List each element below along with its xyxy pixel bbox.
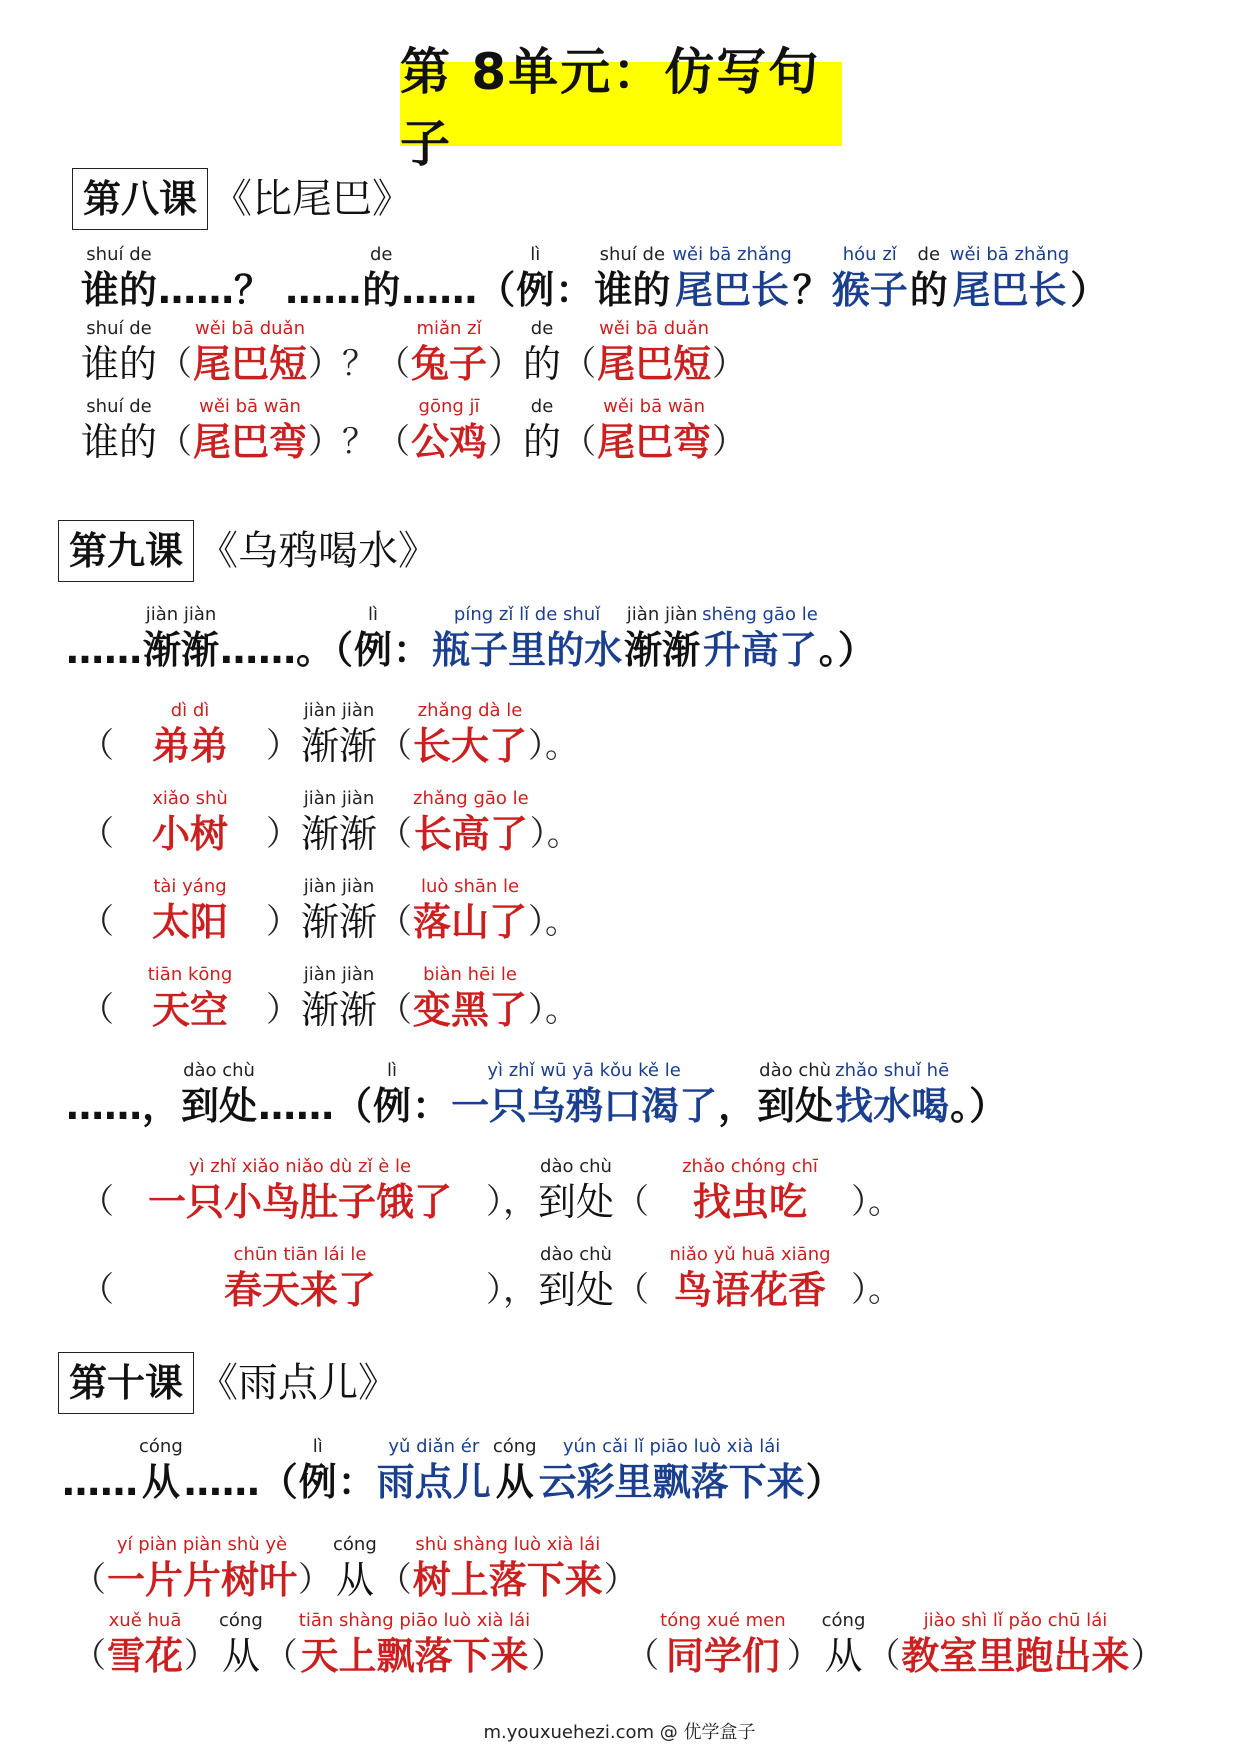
pinyin: wěi bā wān [199, 396, 301, 417]
pinyin-unit [301, 788, 377, 858]
bracket: （ [377, 1560, 412, 1600]
pinyin-unit [219, 1610, 263, 1680]
pinyin: luò shān le [420, 876, 520, 897]
hanzi: 升高了 [702, 628, 817, 672]
hanzi: 教室里跑出来 [901, 1634, 1130, 1678]
pinyin-unit [672, 244, 791, 314]
hanzi: 同学们 [665, 1634, 780, 1678]
bracket: （ [562, 422, 597, 462]
pinyin-unit [413, 1534, 603, 1604]
pinyin: jiàn jiàn [303, 700, 375, 721]
pinyin-unit [594, 244, 670, 314]
pinyin-unit [413, 876, 527, 946]
bracket: （ [562, 344, 597, 384]
pinyin-unit [81, 318, 157, 388]
pinyin: de [917, 244, 941, 265]
hanzi: 从 [824, 1634, 863, 1678]
pinyin: miǎn zǐ [416, 318, 482, 339]
bracket: （ [615, 1270, 650, 1310]
bracket: ） [712, 422, 747, 462]
pinyin: cóng [139, 1436, 183, 1457]
lesson-9-pattern-line [66, 604, 876, 674]
hanzi: 例 [354, 628, 393, 672]
bracket: ） [266, 814, 300, 854]
hanzi: 到处 [538, 1180, 615, 1224]
pinyin: shēng gāo le [702, 604, 818, 625]
pinyin: hóu zǐ [842, 244, 897, 265]
pinyin-unit [413, 964, 527, 1034]
sentence-text: …… [66, 628, 142, 672]
hanzi: 落山了 [413, 900, 528, 944]
hanzi: 渐渐 [301, 812, 378, 856]
pinyin-unit [362, 244, 400, 314]
pinyin: yún cǎi lǐ piāo luò xià lái [562, 1436, 781, 1457]
pinyin-unit [354, 604, 392, 674]
hanzi: 尾巴短 [193, 342, 308, 386]
pinyin-unit [299, 1436, 337, 1506]
lesson-9-answer-line [80, 1156, 902, 1226]
hanzi: 长大了 [413, 724, 528, 768]
hanzi: 一只小鸟肚子饿了 [147, 1180, 452, 1224]
hanzi: 春天来了 [223, 1268, 376, 1312]
pinyin: niǎo yǔ huā xiāng [669, 1244, 831, 1265]
sentence-text: ， [718, 1084, 757, 1128]
pinyin: tiān kōng [147, 964, 233, 985]
pinyin-unit [835, 1060, 949, 1130]
hanzi: 尾巴长 [952, 268, 1067, 312]
pinyin-unit [193, 318, 307, 388]
pinyin-unit [301, 700, 377, 770]
hanzi: 太阳 [151, 900, 228, 944]
hanzi: 云彩里飘落下来 [538, 1460, 805, 1504]
bracket: ） [184, 1636, 219, 1676]
lesson-10-pattern-line [62, 1436, 844, 1506]
sentence-text: ： [412, 1084, 451, 1128]
hanzi: 天上飘落下来 [300, 1634, 529, 1678]
hanzi: 到处 [181, 1084, 258, 1128]
hanzi: 到处 [757, 1084, 834, 1128]
sentence-text: ……？ …… [158, 268, 362, 312]
bracket: ） [712, 344, 747, 384]
pinyin-unit [377, 1436, 491, 1506]
pinyin: jiàn jiàn [626, 604, 698, 625]
pinyin: de [530, 318, 554, 339]
bracket: （ [80, 902, 114, 942]
sentence-text: 。） [950, 1084, 1008, 1128]
page-title: 第 8单元：仿写句子 [400, 62, 842, 146]
pinyin-unit [539, 1436, 805, 1506]
pinyin-unit [181, 1060, 257, 1130]
bracket: ） [298, 1560, 333, 1600]
pinyin-unit [81, 396, 157, 466]
hanzi: 鸟语花香 [674, 1268, 827, 1312]
sentence-text: ……（ [183, 1460, 298, 1504]
bracket: ）， [486, 1270, 537, 1310]
bracket: ） [1130, 1636, 1165, 1676]
hanzi: 谁的 [81, 420, 158, 464]
pinyin-unit [301, 964, 377, 1034]
pinyin-unit [660, 1610, 786, 1680]
pinyin: wěi bā wān [603, 396, 705, 417]
lesson-8-answer-line [80, 396, 746, 466]
pinyin: lì [368, 604, 379, 625]
pinyin-unit [597, 318, 711, 388]
bracket: （ [625, 1636, 660, 1676]
pinyin-unit [523, 318, 561, 388]
pinyin-unit [193, 396, 307, 466]
pinyin: zhǎo chóng chī [682, 1156, 818, 1177]
lesson-9-answer-line [80, 1244, 902, 1314]
hanzi: 从 [495, 1460, 534, 1504]
hanzi: 到处 [538, 1268, 615, 1312]
pinyin-unit [822, 1610, 866, 1680]
bracket: （ [866, 1636, 901, 1676]
bracket: ）。 [529, 814, 581, 854]
pinyin-unit [650, 1156, 850, 1226]
bracket: （ [80, 990, 114, 1030]
pinyin-unit [538, 1244, 614, 1314]
hanzi: 的 [362, 268, 401, 312]
bracket: ） [266, 990, 300, 1030]
pinyin: gōng jī [418, 396, 480, 417]
bracket: （ [378, 990, 413, 1030]
bracket: ）。 [528, 726, 580, 766]
pinyin: lì [312, 1436, 323, 1457]
pinyin: yì zhǐ xiǎo niǎo dù zǐ è le [188, 1156, 412, 1177]
lesson-8-pattern-line [80, 244, 1108, 314]
pinyin: de [370, 244, 393, 265]
lesson-label: 第九课 [58, 520, 194, 582]
pinyin-unit [702, 604, 818, 674]
hanzi: 一只乌鸦口渴了 [451, 1084, 718, 1128]
bracket: ） [488, 422, 523, 462]
bracket: ） [266, 726, 300, 766]
lesson-name: 《乌鸦喝水》 [198, 528, 439, 574]
pinyin: cóng [821, 1610, 866, 1631]
pinyin-unit [832, 244, 908, 314]
hanzi: 谁的 [81, 342, 158, 386]
pinyin-unit [115, 876, 265, 946]
hanzi: 渐渐 [301, 724, 378, 768]
sentence-text: ……。（ [220, 628, 354, 672]
hanzi: 谁的 [81, 268, 158, 312]
pinyin: tài yáng [153, 876, 227, 897]
hanzi: 公鸡 [411, 420, 488, 464]
bracket: ） [603, 1560, 638, 1600]
lesson-8-answer-line [80, 318, 746, 388]
sentence-text: ： [555, 268, 594, 312]
pinyin-unit [516, 244, 554, 314]
pinyin-unit [115, 700, 265, 770]
bracket: ）。 [851, 1270, 903, 1310]
pinyin: zhǎo shuǐ hē [835, 1060, 950, 1081]
pinyin: de [530, 396, 554, 417]
pinyin: wěi bā zhǎng [672, 244, 792, 265]
hanzi: 渐渐 [301, 988, 378, 1032]
pinyin: dào chù [540, 1156, 612, 1177]
bracket: ） [531, 1636, 566, 1676]
pinyin: cóng [492, 1436, 537, 1457]
hanzi: 例 [298, 1460, 337, 1504]
pinyin: zhǎng dà le [417, 700, 523, 721]
hanzi: 尾巴弯 [193, 420, 308, 464]
sentence-text: ……（ [258, 1084, 373, 1128]
hanzi: 渐渐 [624, 628, 701, 672]
pinyin: wěi bā duǎn [599, 318, 710, 339]
pinyin-unit [413, 788, 529, 858]
sentence-text: ） [1070, 268, 1109, 312]
hanzi: 一片片树叶 [107, 1558, 298, 1602]
bracket: （ [80, 726, 114, 766]
pinyin: lì [530, 244, 541, 265]
pinyin-unit [451, 1060, 717, 1130]
pinyin: xuě huā [108, 1610, 182, 1631]
pinyin: biàn hēi le [423, 964, 517, 985]
pinyin: yì zhǐ wū yā kǒu kě le [487, 1060, 681, 1081]
hanzi: 兔子 [411, 342, 488, 386]
pinyin-unit [115, 788, 265, 858]
pinyin: jiàn jiàn [303, 876, 375, 897]
hanzi: 雨点儿 [376, 1460, 491, 1504]
pinyin: dào chù [183, 1060, 255, 1081]
pinyin-unit [115, 964, 265, 1034]
hanzi: 例 [516, 268, 555, 312]
bracket: ） [786, 1636, 821, 1676]
bracket: （ [158, 344, 193, 384]
pinyin-unit [523, 396, 561, 466]
pinyin-unit [115, 1244, 485, 1314]
pinyin: dào chù [540, 1244, 612, 1265]
pinyin-unit [411, 318, 487, 388]
pinyin: xiǎo shù [152, 788, 228, 809]
lesson-8-heading [72, 168, 412, 230]
hanzi: 弟弟 [151, 724, 228, 768]
hanzi: 找水喝 [835, 1084, 950, 1128]
lesson-9-answer-line [80, 876, 579, 946]
pinyin: yǔ diǎn ér [388, 1436, 480, 1457]
pinyin-unit [757, 1060, 833, 1130]
pinyin-unit [81, 244, 157, 314]
pinyin: wěi bā duǎn [195, 318, 305, 339]
pinyin: dào chù [759, 1060, 832, 1081]
bracket: ）。 [528, 902, 580, 942]
hanzi: 渐渐 [301, 900, 378, 944]
bracket: （ [72, 1636, 106, 1676]
pinyin: shù shàng luò xià lái [415, 1534, 601, 1555]
pinyin: shuí de [86, 318, 152, 339]
lesson-9-pattern-line [66, 1060, 1007, 1130]
hanzi: 从 [141, 1460, 180, 1504]
pinyin-unit [333, 1534, 377, 1604]
pinyin-unit [413, 700, 527, 770]
hanzi: 找虫吃 [693, 1180, 808, 1224]
lesson-10-answer-line [72, 1610, 1164, 1680]
pinyin: jiàn jiàn [303, 788, 375, 809]
bracket: （ [378, 902, 413, 942]
pinyin-unit [299, 1610, 530, 1680]
lesson-9-answer-line [80, 788, 581, 858]
sentence-text: ……， [66, 1084, 181, 1128]
pinyin-unit [107, 1610, 183, 1680]
pinyin: yí piàn piàn shù yè [116, 1534, 288, 1555]
bracket: （ [80, 814, 114, 854]
hanzi: 的 [523, 420, 562, 464]
bracket: （ [263, 1636, 298, 1676]
bracket: （ [80, 1182, 114, 1222]
pinyin-unit [650, 1244, 850, 1314]
bracket: ） [266, 902, 300, 942]
pinyin: jiàn jiàn [303, 964, 375, 985]
pinyin-unit [411, 396, 487, 466]
bracket: ） [488, 344, 523, 384]
sentence-text: ： [337, 1460, 376, 1504]
pinyin-unit [950, 244, 1069, 314]
bracket: （ [378, 814, 413, 854]
hanzi: 尾巴长 [675, 268, 790, 312]
lesson-name: 《比尾巴》 [212, 176, 413, 222]
pinyin: chūn tiān lái le [233, 1244, 367, 1265]
pinyin: tiān shàng piāo luò xià lái [298, 1610, 531, 1631]
pinyin: shuí de [599, 244, 666, 265]
lesson-name: 《雨点儿》 [198, 1360, 399, 1406]
pinyin: wěi bā zhǎng [949, 244, 1070, 265]
lesson-9-answer-line [80, 700, 579, 770]
hanzi: 变黑了 [413, 988, 528, 1032]
hanzi: 渐渐 [143, 628, 220, 672]
bracket: （ [378, 726, 413, 766]
bracket: （ [72, 1560, 106, 1600]
pinyin: tóng xué men [660, 1610, 786, 1631]
bracket: ）。 [528, 990, 580, 1030]
hanzi: 猴子 [831, 268, 908, 312]
hanzi: 的 [909, 268, 948, 312]
pinyin-unit [493, 1436, 537, 1506]
lesson-9-heading [58, 520, 438, 582]
sentence-text: ） [805, 1460, 844, 1504]
hanzi: 从 [335, 1558, 374, 1602]
pinyin: jiào shì lǐ pǎo chū lái [923, 1610, 1108, 1631]
hanzi: 从 [221, 1634, 260, 1678]
footer-url: m.youxuehezi.com @ 优学盒子 [483, 1722, 756, 1743]
pinyin: jiàn jiàn [145, 604, 217, 625]
pinyin-unit [143, 604, 219, 674]
pinyin-unit [373, 1060, 411, 1130]
pinyin-unit [115, 1156, 485, 1226]
pinyin: lì [387, 1060, 398, 1081]
sentence-text: ： [393, 628, 432, 672]
bracket: （ [615, 1182, 650, 1222]
hanzi: 树上落下来 [412, 1558, 603, 1602]
lesson-label: 第八课 [72, 168, 208, 230]
hanzi: 谁的 [594, 268, 671, 312]
hanzi: 尾巴弯 [597, 420, 712, 464]
lesson-9-answer-line [80, 964, 579, 1034]
bracket: （ [158, 422, 193, 462]
hanzi: 长高了 [413, 812, 528, 856]
pinyin: shuí de [86, 396, 152, 417]
pinyin-unit [107, 1534, 297, 1604]
sentence-text: ？ [792, 268, 831, 312]
sentence-text: …… [62, 1460, 138, 1504]
pinyin-unit [538, 1156, 614, 1226]
pinyin: cóng [219, 1610, 263, 1631]
bracket: ）。 [851, 1182, 903, 1222]
bracket: ）， [486, 1182, 537, 1222]
pinyin-unit [432, 604, 622, 674]
hanzi: 雪花 [107, 1634, 184, 1678]
hanzi: 小树 [151, 812, 228, 856]
sentence-text: ……（ [401, 268, 516, 312]
lesson-label: 第十课 [58, 1352, 194, 1414]
pinyin: zhǎng gāo le [413, 788, 529, 809]
bracket: （ [80, 1270, 114, 1310]
pinyin: shuí de [86, 244, 152, 265]
hanzi: 尾巴短 [597, 342, 712, 386]
pinyin: cóng [333, 1534, 377, 1555]
hanzi: 瓶子里的水 [432, 628, 623, 672]
lesson-10-heading [58, 1352, 398, 1414]
pinyin-unit [901, 1610, 1129, 1680]
lesson-10-answer-line [72, 1534, 638, 1604]
hanzi: 天空 [151, 988, 228, 1032]
bracket: ）？（ [308, 344, 411, 384]
sentence-text: 。） [818, 628, 876, 672]
hanzi: 的 [523, 342, 562, 386]
pinyin-unit [597, 396, 711, 466]
pinyin-unit [301, 876, 377, 946]
pinyin-unit [139, 1436, 183, 1506]
hanzi: 例 [373, 1084, 412, 1128]
pinyin: píng zǐ lǐ de shuǐ [453, 604, 601, 625]
pinyin: dì dì [170, 700, 210, 721]
bracket: ）？（ [308, 422, 411, 462]
pinyin-unit [624, 604, 700, 674]
pinyin-unit [910, 244, 948, 314]
